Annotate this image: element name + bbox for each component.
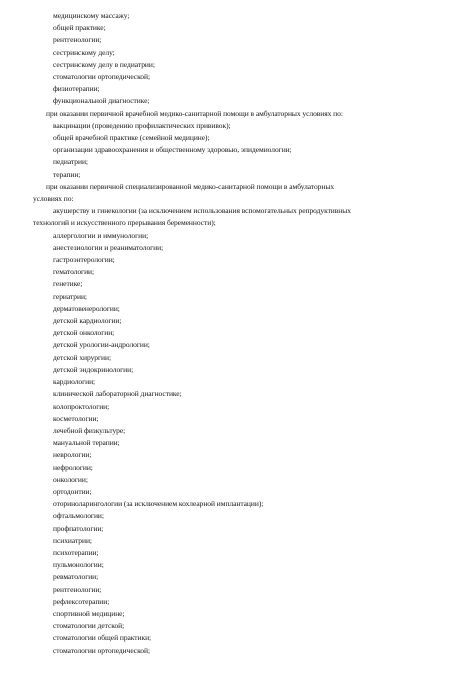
text-line: оториноларингологии (за исключением кохлеарной имплантации);	[53, 499, 264, 509]
text-line: технологий и искусственного прерывания беременности);	[33, 218, 216, 228]
text-line: терапии;	[53, 169, 81, 179]
text-line: функциональной диагностике;	[53, 96, 150, 106]
text-line: детской кардиологии;	[53, 316, 122, 326]
text-line: косметологии;	[53, 413, 99, 423]
text-line: педиатрии;	[53, 157, 88, 167]
text-line: общей врачебной практике (семейной медицине);	[53, 133, 210, 143]
text-line: сестринскому делу;	[53, 47, 115, 57]
text-line: рентгенологии;	[53, 584, 102, 594]
text-line: рентгенологии;	[53, 35, 102, 45]
text-line: стоматологии общей практики;	[53, 633, 152, 643]
text-line: спортивной медицине;	[53, 608, 125, 618]
text-line: колопроктологии;	[53, 401, 110, 411]
text-line: генетике;	[53, 279, 83, 289]
text-line: рефлексотерапии;	[53, 596, 110, 606]
text-line: физиотерапии;	[53, 84, 100, 94]
text-line: аллергологии и иммунологии;	[53, 230, 149, 240]
text-line: детской онкологии;	[53, 328, 115, 338]
text-line: акушерству и гинекологии (за исключением использования вспомогательных репродуктивных	[53, 206, 351, 216]
text-line: детской хирургии;	[53, 352, 111, 362]
text-line: психиатрии;	[53, 535, 92, 545]
text-line: сестринскому делу в педиатрии;	[53, 59, 155, 69]
text-line: гастроэнтерологии;	[53, 255, 115, 265]
text-line: профпатологии;	[53, 523, 104, 533]
text-line: при оказании первичной врачебной медико-санитарной помощи в амбулаторных условиях по:	[46, 108, 343, 118]
text-line: дерматовенерологии;	[53, 303, 120, 313]
text-line: нефрологии;	[53, 462, 93, 472]
text-line: стоматологии ортопедической;	[53, 645, 150, 655]
text-line: детской урологии-андрологии;	[53, 340, 150, 350]
text-line: организации здравоохранения и общественному здоровью, эпидемиологии;	[53, 145, 292, 155]
text-line: мануальной терапии;	[53, 438, 120, 448]
text-line: гематологии;	[53, 267, 95, 277]
text-line: лечебной физкультуре;	[53, 425, 126, 435]
text-line: ортодонтии;	[53, 486, 92, 496]
text-line: анестезиологии и реаниматологии;	[53, 242, 164, 252]
text-line: онкологии;	[53, 474, 88, 484]
text-line: офтальмологии;	[53, 511, 104, 521]
text-line: психотерапии;	[53, 547, 99, 557]
text-line: условиях по:	[33, 194, 74, 204]
text-line: общей практике;	[53, 23, 106, 33]
text-line: кардиологии;	[53, 377, 96, 387]
text-line: гериатрии;	[53, 291, 87, 301]
text-line: клинической лабораторной диагностике;	[53, 389, 182, 399]
text-line: при оказании первичной специализированной медико-санитарной помощи в амбулаторных	[46, 181, 335, 191]
text-line: неврологии;	[53, 450, 92, 460]
text-line: вакцинации (проведению профилактических прививок);	[53, 120, 231, 130]
text-line: детской эндокринологии;	[53, 364, 134, 374]
text-line: стоматологии детской;	[53, 621, 125, 631]
text-line: медицинскому массажу;	[53, 11, 130, 20]
text-line: стоматологии ортопедической;	[53, 72, 150, 82]
text-line: пульмонологии;	[53, 560, 104, 570]
text-line: ревматологии;	[53, 572, 99, 582]
